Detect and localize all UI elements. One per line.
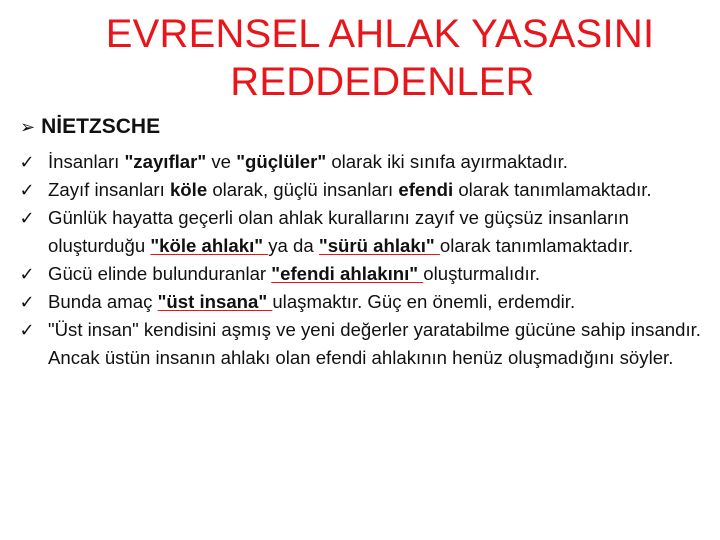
bullet-text: oluşturmalıdır. [423, 263, 541, 284]
underlined-term: "köle ahlakı" [150, 235, 269, 256]
bullet-text: olarak iki sınıfa ayırmaktadır. [326, 151, 568, 172]
section-heading-text: NİETZSCHE [41, 115, 161, 138]
bullet-text: ya da [268, 235, 319, 256]
list-item [16, 260, 706, 288]
list-item [16, 176, 706, 204]
checkmark-icon: ✓ [19, 208, 35, 228]
bullet-text: ulaşmaktır. Güç en önemli, erdemdir. [272, 291, 576, 312]
bullet-text: olarak, güçlü insanları [207, 179, 399, 200]
checkmark-icon: ✓ [19, 264, 35, 284]
checkmark-icon: ✓ [19, 152, 35, 172]
bullet-emphasis: efendi [398, 179, 454, 200]
bullet-list [16, 148, 706, 372]
bullet-text: Günlük hayatta geçerli olan ahlak kurallarını zayıf ve güçsüz insanların oluşturduğu [48, 207, 629, 256]
title-line-2: REDDEDENLER [230, 60, 535, 104]
checkmark-icon: ✓ [19, 180, 35, 200]
slide-title [0, 10, 720, 106]
bullet-text: "Üst insan" kendisini aşmış ve yeni değerler yaratabilme gücüne sahip insandır. Ancak üstün insanın ahlakı olan efendi ahlakının henüz oluşmadığını söyler. [48, 319, 701, 368]
list-item [16, 148, 706, 176]
title-line-1: EVRENSEL AHLAK YASASINI [105, 12, 655, 56]
bullet-emphasis: "güçlüler" [236, 151, 327, 172]
checkmark-icon: ✓ [19, 292, 35, 312]
bullet-text: Gücü elinde bulunduranlar [48, 263, 272, 284]
bullet-text: olarak tanımlamaktadır. [453, 179, 652, 200]
list-item [16, 316, 706, 372]
section-heading [20, 114, 160, 140]
list-item [16, 288, 706, 316]
underlined-term: "efendi ahlakını" [271, 263, 424, 284]
arrowhead-icon: ➢ [20, 117, 36, 137]
bullet-emphasis: "zayıflar" [124, 151, 207, 172]
bullet-text: olarak tanımlamaktadır. [439, 235, 634, 256]
bullet-emphasis: köle [169, 179, 208, 200]
list-item [16, 204, 706, 260]
bullet-text: ve [206, 151, 237, 172]
underlined-term: "üst insana" [157, 291, 273, 312]
checkmark-icon: ✓ [19, 320, 35, 340]
bullet-text: İnsanları [48, 151, 125, 172]
underlined-term: "sürü ahlakı" [318, 235, 440, 256]
bullet-text: Zayıf insanları [48, 179, 170, 200]
bullet-text: Bunda amaç [48, 291, 158, 312]
